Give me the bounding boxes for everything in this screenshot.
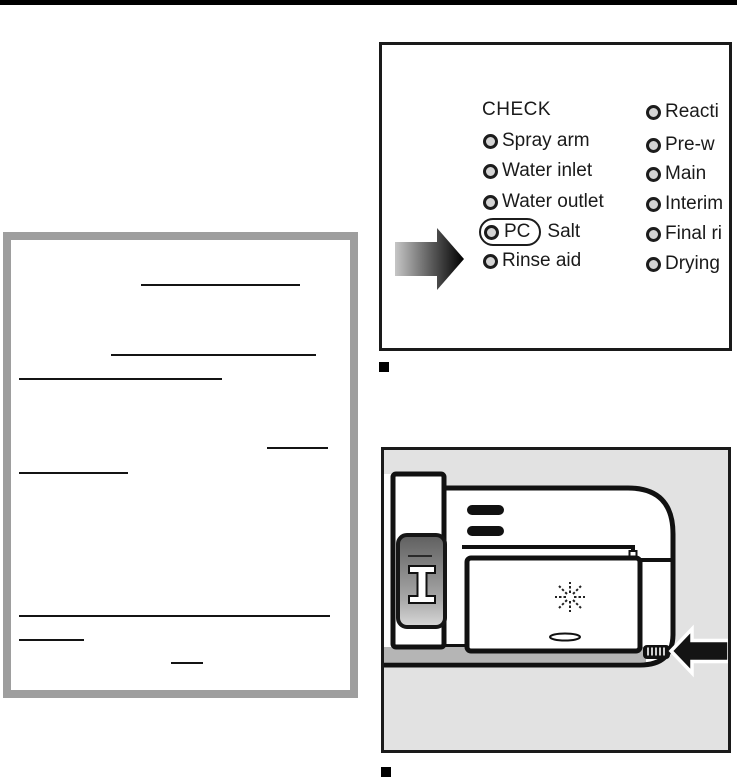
underline-stroke [19, 615, 330, 617]
indicator-row-final-rinse [646, 221, 722, 247]
page-top-rule [0, 0, 737, 5]
indicator-light-icon [483, 134, 498, 149]
indicator-row-interim [646, 191, 723, 217]
underline-stroke [111, 354, 316, 356]
dispenser-panel-figure [381, 447, 731, 753]
indicator-row-spray-arm [483, 128, 590, 154]
indicator-light-icon [646, 167, 661, 182]
indicator-row-reactivating [646, 99, 719, 125]
underline-stroke [19, 378, 222, 380]
indicator-label: Interim [665, 193, 724, 214]
indicator-label: Salt [547, 221, 581, 242]
underline-stroke [19, 639, 84, 641]
rinse-aid-cap-knurl [643, 645, 670, 659]
indicator-label: Main [665, 163, 707, 184]
indicator-light-icon [483, 164, 498, 179]
underline-stroke [19, 472, 128, 474]
indicator-row-salt [479, 219, 580, 245]
pointer-arrow-icon [395, 228, 465, 290]
indicator-light-icon [646, 227, 661, 242]
indicator-label: Water outlet [502, 191, 604, 212]
pc-badge-label: PC [504, 221, 531, 242]
indicator-row-drying [646, 251, 720, 277]
indicator-row-water-outlet [483, 189, 604, 215]
indicator-row-main [646, 161, 706, 187]
indicator-light-icon [646, 257, 661, 272]
indicator-label: Pre-w [665, 134, 715, 155]
indicator-light-icon [483, 195, 498, 210]
indicator-light-icon [646, 138, 661, 153]
indicator-label: Spray arm [502, 130, 590, 151]
check-panel-title: CHECK [482, 99, 552, 120]
pointer-arrow-icon [671, 629, 728, 673]
indicator-light-icon [646, 105, 661, 120]
section-marker-square [381, 767, 391, 777]
underline-stroke [141, 284, 300, 286]
vent-slot-icon [467, 526, 504, 536]
indicator-light-icon [646, 197, 661, 212]
vent-slot-icon [467, 505, 504, 515]
lid-grip-slot [550, 634, 580, 641]
indicator-row-rinse-aid [483, 248, 581, 274]
note-box [3, 232, 358, 698]
indicator-row-pre-wash [646, 132, 715, 158]
indicator-light-icon [483, 254, 498, 269]
underline-stroke [171, 662, 203, 664]
dispenser-diagram [384, 450, 728, 750]
indicator-label: Final ri [665, 223, 723, 244]
underline-stroke [267, 447, 328, 449]
indicator-label: Reacti [665, 101, 719, 122]
indicator-label: Water inlet [502, 160, 593, 181]
section-marker-square [379, 362, 389, 372]
indicator-light-icon [484, 225, 499, 240]
indicator-label: Drying [665, 253, 720, 274]
indicator-label: Rinse aid [502, 250, 582, 271]
check-panel-figure [379, 42, 732, 351]
pc-badge-outline [479, 218, 541, 246]
indicator-row-water-inlet [483, 158, 592, 184]
